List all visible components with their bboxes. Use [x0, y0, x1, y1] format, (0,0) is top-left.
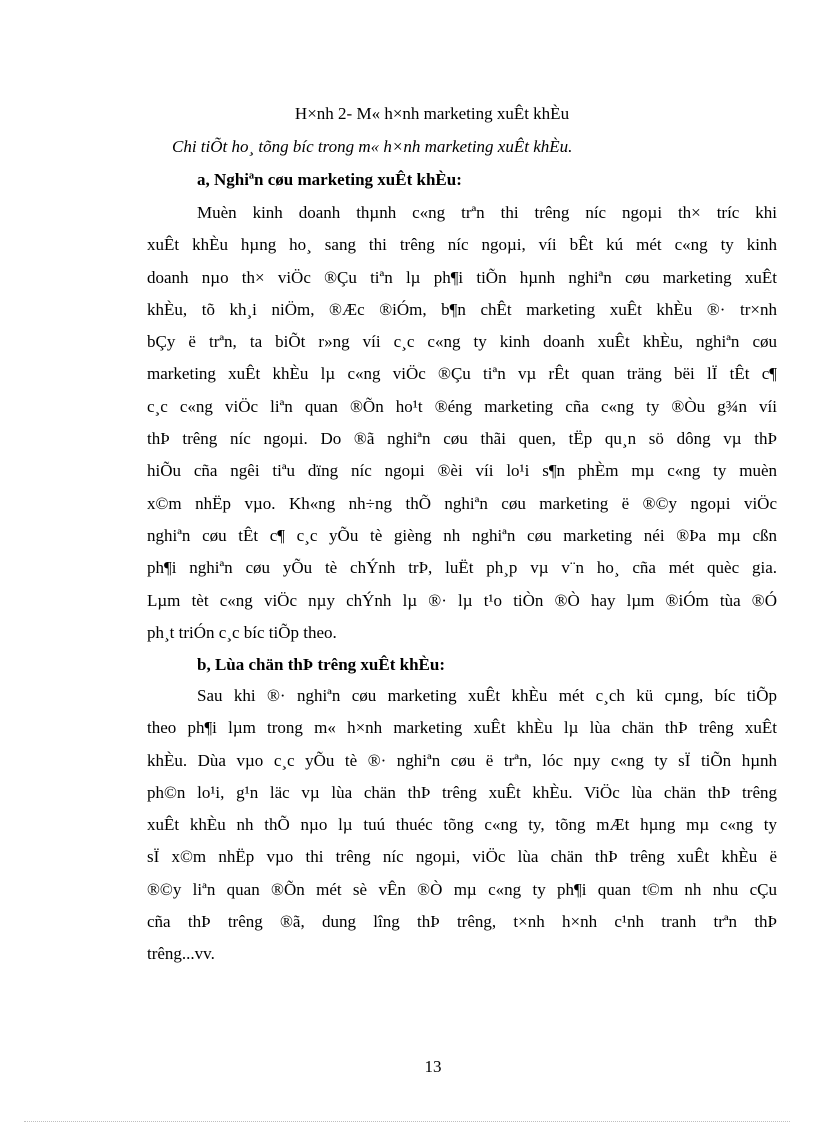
paragraph-line: thÞ trêng níc ngoµi. Do ®ã nghiªn cøu thãi quen, tËp qu¸n sö dông vµ thÞ	[147, 429, 777, 449]
section-heading-a: a, Nghiªn cøu marketing xuÊt khÈu:	[197, 170, 462, 189]
paragraph-line: ph©n lo¹i, g¹n läc vµ lùa chän thÞ trêng xuÊt khÈu. ViÖc lùa chän thÞ trêng	[147, 782, 777, 802]
paragraph-line: doanh nµo th× viÖc ®Çu tiªn lµ ph¶i tiÕn hµnh nghiªn cøu marketing xuÊt	[147, 267, 777, 287]
paragraph-line: cña thÞ trêng ®ã, dung lîng thÞ trêng, t×nh h×nh c¹nh tranh trªn thÞ	[147, 912, 777, 932]
paragraph-line: Muèn kinh doanh thµnh c«ng trªn thi trêng níc ngoµi th× tríc khi	[197, 203, 777, 222]
section-heading-b: b, Lùa chän thÞ trêng xuÊt khÈu:	[197, 655, 445, 674]
paragraph-line: ph¶i nghiªn cøu yÕu tè chÝnh trÞ, luËt ph¸p vµ v¨n ho¸ cña mét quèc gia.	[147, 558, 777, 578]
paragraph-line: ph¸t triÓn c¸c bíc tiÕp theo.	[147, 622, 337, 642]
paragraph-line: xuÊt khÈu hµng ho¸ sang thi trêng níc ngoµi, víi bÊt kú mét c«ng ty kinh	[147, 235, 777, 255]
paragraph-line: khÈu. Dùa vµo c¸c yÕu tè ®· nghiªn cøu ë trªn, lóc nµy c«ng ty sÏ tiÕn hµnh	[147, 750, 777, 770]
paragraph-line: khÈu, tõ kh¸i niÖm, ®Æc ®iÓm, b¶n chÊt marketing xuÊt khÈu ®· tr×nh	[147, 299, 777, 319]
figure-detail: Chi tiÕt ho¸ tõng bíc trong m« h×nh marketing xuÊt khÈu.	[172, 137, 573, 156]
paragraph-line: xuÊt khÈu nh thÕ nµo lµ tuú thuéc tõng c«ng ty, tõng mÆt hµng mµ c«ng ty	[147, 815, 777, 835]
paragraph-line: c¸c c«ng viÖc liªn quan ®Õn ho¹t ®éng marketing cña c«ng ty ®Òu g¾n víi	[147, 396, 777, 416]
paragraph-line: x©m nhËp vµo. Kh«ng nh÷ng thÕ nghiªn cøu marketing ë ®©y ngoµi viÖc	[147, 493, 777, 513]
paragraph-line: trêng...vv.	[147, 944, 215, 964]
footer-divider	[24, 1121, 790, 1122]
page-number: 13	[424, 1057, 442, 1076]
paragraph-line: bÇy ë trªn, ta biÕt r»ng víi c¸c c«ng ty kinh doanh xuÊt khÈu, nghiªn cøu	[147, 332, 777, 352]
paragraph-line: hiÕu cña ngêi tiªu dïng níc ngoµi ®èi víi lo¹i s¶n phÈm mµ c«ng ty muèn	[147, 461, 777, 481]
paragraph-line: ®©y liªn quan ®Õn mét sè vÊn ®Ò mµ c«ng ty ph¶i quan t©m nh nhu cÇu	[147, 879, 777, 899]
paragraph-line: sÏ x©m nhËp vµo thi trêng níc ngoµi, viÖc lùa chän thÞ trêng xuÊt khÈu ë	[147, 847, 777, 867]
paragraph-line: nghiªn cøu tÊt c¶ c¸c yÕu tè gièng nh nghiªn cøu marketing néi ®Þa mµ cßn	[147, 525, 777, 545]
section-paragraph-a	[147, 197, 777, 649]
section-paragraph-b	[147, 680, 777, 971]
figure-caption: H×nh 2- M« h×nh marketing xuÊt khÈu	[294, 104, 570, 123]
paragraph-line: Lµm tèt c«ng viÖc nµy chÝnh lµ ®· lµ t¹o tiÒn ®Ò hay lµm ®iÓm tùa ®Ó	[147, 590, 777, 610]
paragraph-line: Sau khi ®· nghiªn cøu marketing xuÊt khÈu mét c¸ch kü cµng, bíc tiÕp	[197, 686, 777, 705]
paragraph-line: marketing xuÊt khÈu lµ c«ng viÖc ®Çu tiªn vµ rÊt quan träng bëi lÏ tÊt c¶	[147, 364, 777, 384]
paragraph-line: theo ph¶i lµm trong m« h×nh marketing xuÊt khÈu lµ lùa chän thÞ trêng xuÊt	[147, 718, 777, 738]
